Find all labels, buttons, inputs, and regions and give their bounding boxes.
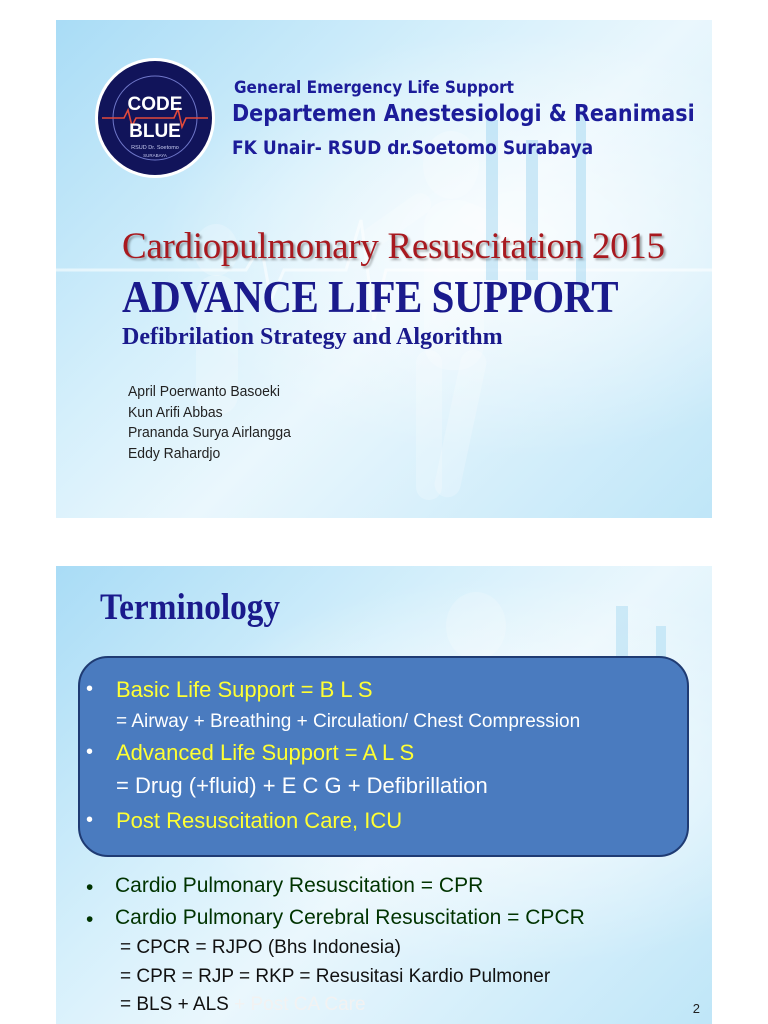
page-number: 2 xyxy=(692,1001,700,1016)
term-cpr: Cardio Pulmonary Resuscitation = CPR xyxy=(115,874,484,897)
department-name: Departemen Anestesiologi & Reanimasi xyxy=(232,101,695,127)
definition-box xyxy=(78,656,689,857)
author: Kun Arifi Abbas xyxy=(128,403,223,421)
slide-heading: ADVANCE LIFE SUPPORT xyxy=(122,271,619,322)
term-cpcr: Cardio Pulmonary Cerebral Resuscitation = CPCR xyxy=(115,906,585,929)
institution-name: FK Unair- RSUD dr.Soetomo Surabaya xyxy=(232,137,594,159)
slide-title: Terminology xyxy=(100,587,281,628)
term-als: Advanced Life Support = A L S xyxy=(116,740,415,765)
slide-title: Cardiopulmonary Resuscitation 2015 xyxy=(122,226,665,267)
author: Eddy Rahardjo xyxy=(128,444,221,462)
author-list xyxy=(128,382,303,464)
program-name: General Emergency Life Support xyxy=(234,78,514,98)
definition-line xyxy=(120,994,366,1016)
definition-als: = Drug (+fluid) + E C G + Defibrillation xyxy=(116,773,488,798)
bullet: • xyxy=(86,809,94,831)
term-post-resuscitation: Post Resuscitation Care, ICU xyxy=(116,808,403,833)
svg-text:BLUE: BLUE xyxy=(129,121,181,142)
svg-text:RSUD Dr. Soetomo: RSUD Dr. Soetomo xyxy=(131,145,179,151)
svg-text:CODE: CODE xyxy=(127,94,183,115)
term-bls: Basic Life Support = B L S xyxy=(116,677,373,702)
definition-line: = CPR = RJP = RKP = Resusitasi Kardio Pulmoner xyxy=(120,966,551,987)
definition-bls: = Airway + Breathing + Circulation/ Chest Compression xyxy=(116,711,581,732)
slide-subheading: Defibrilation Strategy and Algorithm xyxy=(122,324,503,350)
definition-line: = CPCR = RJPO (Bhs Indonesia) xyxy=(120,937,401,958)
post-ca-care-text: + Post CA Care xyxy=(234,994,366,1015)
terminology-slide xyxy=(56,566,712,1024)
code-blue-logo xyxy=(94,57,216,179)
definition-line-part: = BLS + ALS xyxy=(120,994,235,1015)
title-slide xyxy=(56,20,712,518)
svg-text:SURABAYA: SURABAYA xyxy=(143,153,167,158)
bullet: • xyxy=(86,876,94,899)
author: Prananda Surya Airlangga xyxy=(128,424,291,441)
bullet: • xyxy=(86,908,94,931)
bullet: • xyxy=(86,741,94,763)
bullet: • xyxy=(86,678,94,700)
author: April Poerwanto Basoeki xyxy=(128,383,280,400)
